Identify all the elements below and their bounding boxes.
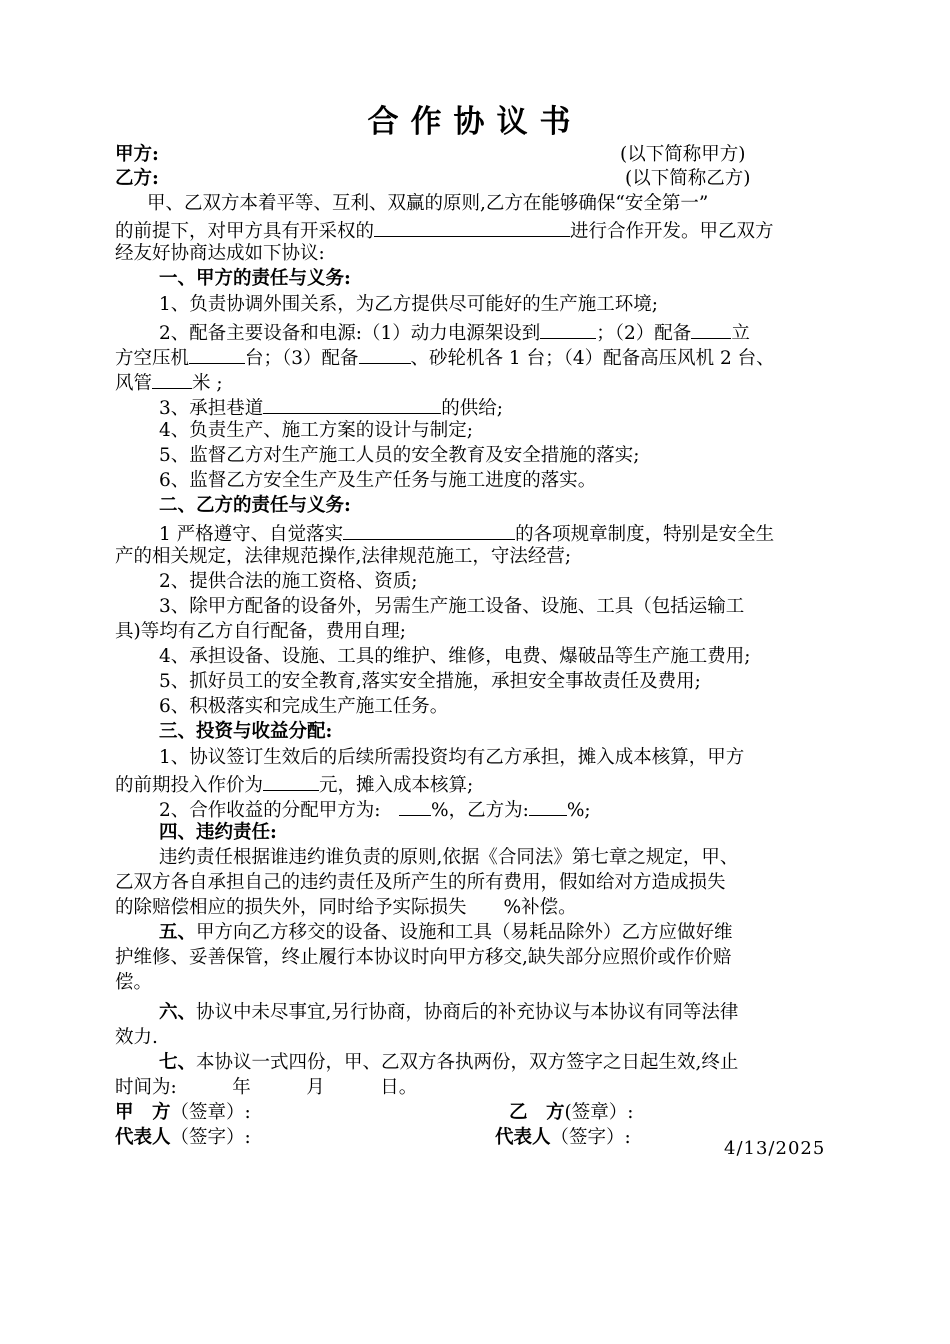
s3-item-2: 2、合作收益的分配甲方为: %，乙方为: %; <box>159 795 591 824</box>
s6-line-1: 六、协议中未尽事宜,另行协商，协商后的补充协议与本协议有同等法律 <box>159 1002 739 1023</box>
s1-item-2-cont-2: 风管 米 ; <box>115 368 223 397</box>
s5-line-2: 护维修、妥善保管，终止履行本协议时向甲方移交,缺失部分应照价或作价赔 <box>115 947 732 968</box>
intro-line-3: 经友好协商达成如下协议: <box>115 243 325 264</box>
signature-party-a: 甲 方（签章）: <box>115 1102 251 1123</box>
s2-item-3-cont: 具)等均有乙方自行配备，费用自理; <box>115 621 406 642</box>
s1-item-6: 6、监督乙方安全生产及生产任务与施工进度的落实。 <box>159 470 597 491</box>
party-b-label: 乙方: <box>115 168 159 189</box>
s1-item-5: 5、监督乙方对生产施工人员的安全教育及安全措施的落实; <box>159 445 640 466</box>
signature-rep-a: 代表人（签字）: <box>115 1127 251 1148</box>
section-4-heading: 四、违约责任: <box>159 822 277 843</box>
s3-item-1-cont: 的前期投入作价为 元，摊入成本核算; <box>115 770 473 799</box>
s2-item-6: 6、积极落实和完成生产施工任务。 <box>159 696 449 717</box>
intro-line-2: 的前提下，对甲方具有开采权的 进行合作开发。甲乙双方 <box>115 216 774 245</box>
s4-line-3: 的除赔偿相应的损失外，同时给予实际损失 %补偿。 <box>115 897 577 918</box>
document-date: 4/13/2025 <box>724 1138 826 1159</box>
s2-item-1: 1 严格遵守、自觉落实 的各项规章制度，特别是安全生 <box>159 519 774 548</box>
s1-item-2: 2、配备主要设备和电源:（1）动力电源架设到 ；（2）配备 立 <box>159 318 750 347</box>
s2-item-1-cont: 产的相关规定，法律规范操作,法律规范施工，守法经营; <box>115 546 572 567</box>
s1-item-2-cont: 方空压机 台；（3）配备 、砂轮机各 1 台；（4）配备高压风机 2 台、 <box>115 343 775 372</box>
s7-line-2: 时间为: 年 月 日。 <box>115 1077 418 1098</box>
s1-item-1: 1、负责协调外围关系，为乙方提供尽可能好的生产施工环境; <box>159 294 659 315</box>
section-2-heading: 二、乙方的责任与义务: <box>159 495 351 516</box>
s7-line-1: 七、本协议一式四份，甲、乙双方各执两份，双方签字之日起生效,终止 <box>159 1052 739 1073</box>
s5-line-3: 偿。 <box>115 972 153 993</box>
party-a-note: (以下简称甲方) <box>620 144 746 165</box>
s3-item-1: 1、协议签订生效后的后续所需投资均有乙方承担，摊入成本核算，甲方 <box>159 747 745 768</box>
s2-item-5: 5、抓好员工的安全教育,落实安全措施，承担安全事故责任及费用; <box>159 671 701 692</box>
signature-rep-b: 代表人（签字）: <box>495 1127 631 1148</box>
s4-line-2: 乙双方各自承担自己的违约责任及所产生的所有费用，假如给对方造成损失 <box>115 872 726 893</box>
intro-line-1: 甲、乙双方本着平等、互利、双赢的原则,乙方在能够确保“安全第一” <box>147 193 709 214</box>
section-1-heading: 一、甲方的责任与义务: <box>159 268 351 289</box>
s2-item-4: 4、承担设备、设施、工具的维护、维修，电费、爆破品等生产施工费用; <box>159 646 751 667</box>
document-title: 合作协议书 <box>367 104 583 140</box>
section-3-heading: 三、投资与收益分配: <box>159 721 333 742</box>
s1-item-3: 3、承担巷道 的供给; <box>159 393 503 422</box>
s4-line-1: 违约责任根据谁违约谁负责的原则,依据《合同法》第七章之规定，甲、 <box>159 847 739 868</box>
party-b-note: (以下简称乙方) <box>625 168 751 189</box>
s2-item-2: 2、提供合法的施工资格、资质; <box>159 571 418 592</box>
s2-item-3: 3、除甲方配备的设备外，另需生产施工设备、设施、工具（包括运输工 <box>159 596 745 617</box>
signature-party-b: 乙 方(签章）: <box>509 1102 634 1123</box>
s6-line-2: 效力. <box>115 1027 158 1048</box>
s5-line-1: 五、甲方向乙方移交的设备、设施和工具（易耗品除外）乙方应做好维 <box>159 922 733 943</box>
party-a-label: 甲方: <box>115 144 159 165</box>
s1-item-4: 4、负责生产、施工方案的设计与制定; <box>159 420 474 441</box>
